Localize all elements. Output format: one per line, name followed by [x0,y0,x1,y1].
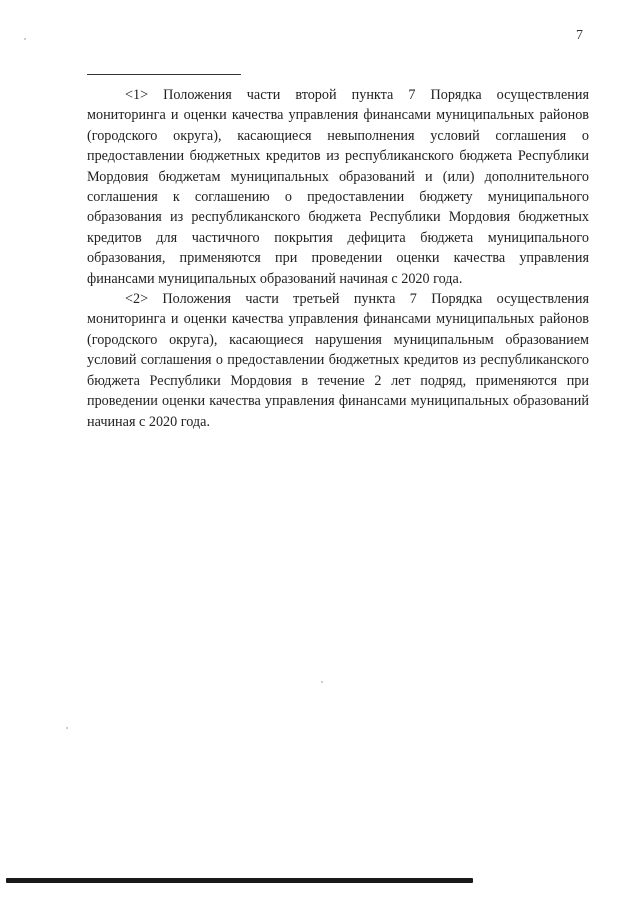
footnote-separator [87,74,241,75]
page-number: 7 [576,28,583,43]
scan-speck [66,727,68,729]
scan-speck [321,681,323,683]
footnotes-section [87,85,589,432]
footnote-1: <1> Положения части второй пункта 7 Порядка осуществления мониторинга и оценки качества управления финансами муниципальных районов (городского округа), касающиеся невыполнения условий соглашения о предоставлении бюджетных кредитов из республиканского бюджета Республики Мордовия бюджетам муниципальных образований и (или) дополнительного соглашения к соглашению о предоставлении бюджету муниципального образования из республиканского бюджета Республики Мордовия бюджетных кредитов для частичного покрытия дефицита бюджета муниципального образования, применяются при проведении оценки качества управления финансами муниципальных образований начиная с 2020 года. [87,87,589,287]
scan-speck [24,38,26,40]
scan-edge-bar [6,878,473,883]
footnote-2: <2> Положения части третьей пункта 7 Порядка осуществления мониторинга и оценки качества управления финансами муниципальных районов (городского округа), касающиеся нарушения муниципальным образованием условий соглашения о предоставлении бюджетных кредитов из республиканского бюджета Республики Мордовия в течение 2 лет подряд, применяются при проведении оценки качества управления финансами муниципальных образований начиная с 2020 года. [87,291,589,430]
